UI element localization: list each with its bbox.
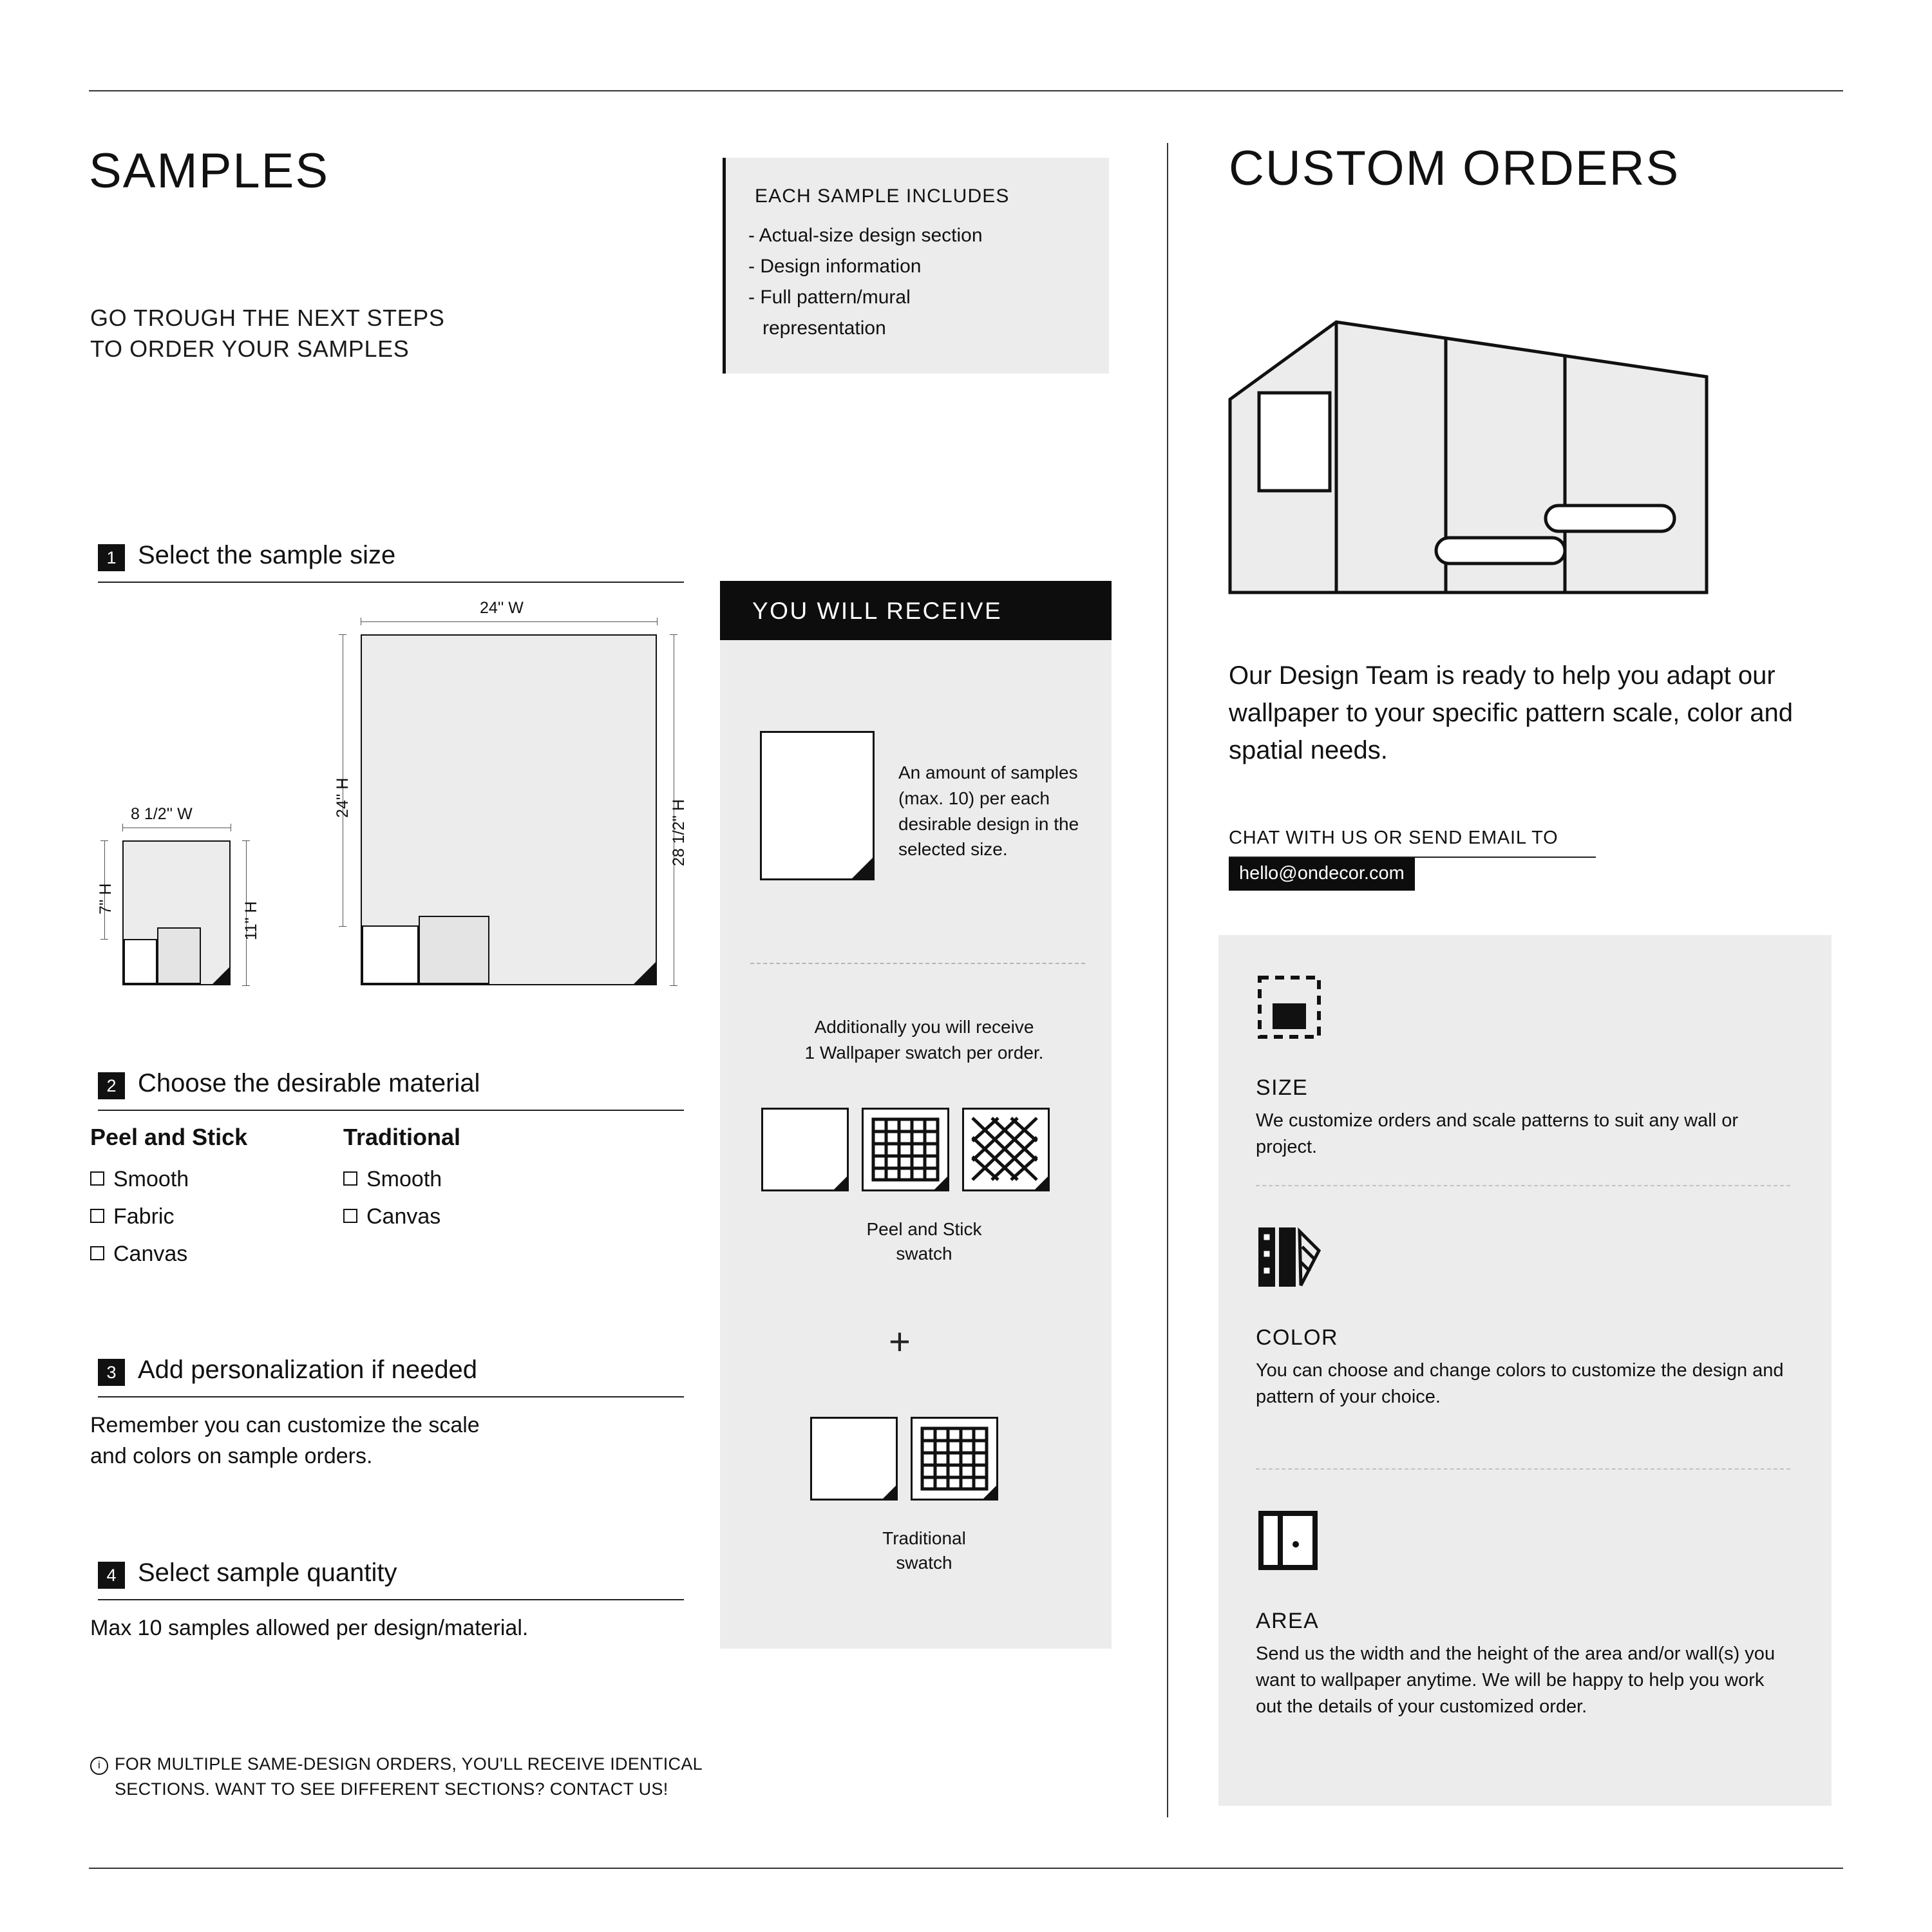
- trad-swatch-caption: [763, 1526, 1085, 1575]
- dim-tick: [100, 840, 108, 841]
- step-4-number: 4: [98, 1562, 125, 1589]
- material-option-peel-fabric[interactable]: [90, 1204, 174, 1229]
- material-option-trad-canvas[interactable]: [343, 1204, 440, 1229]
- samples-subtitle-line2: TO ORDER YOUR SAMPLES: [90, 335, 410, 362]
- custom-orders-lead: Our Design Team is ready to help you adapt our wallpaper to your specific pattern scale, color and spatial needs.: [1229, 661, 1794, 764]
- trad-swatch-caption-line2: swatch: [896, 1552, 952, 1573]
- step-2-underline: [98, 1110, 684, 1111]
- additional-swatch-text: [763, 1014, 1085, 1066]
- step-1-underline: [98, 582, 684, 583]
- color-swatches-icon: [1256, 1224, 1323, 1291]
- material-option-peel-canvas[interactable]: [90, 1242, 187, 1267]
- sample-amount-text: An amount of samples (max. 10) per each desirable design in the selected size.: [898, 762, 1079, 860]
- footnote: [90, 1752, 703, 1802]
- material-group-traditional-heading: Traditional: [343, 1124, 461, 1150]
- step-3-label: Add personalization if needed: [138, 1356, 478, 1384]
- step-3-description: [90, 1410, 696, 1472]
- large-width-label: 24'' W: [480, 599, 524, 617]
- step-4-underline: [98, 1599, 684, 1600]
- checkbox-peel-smooth[interactable]: [90, 1171, 104, 1186]
- large-width-dim-line: [361, 621, 657, 622]
- trad-swatch-plain-corner: [881, 1484, 898, 1501]
- plus-icon: +: [889, 1321, 911, 1363]
- feature-area-title: AREA: [1256, 1609, 1320, 1633]
- includes-accent-bar: [723, 158, 726, 374]
- room-illustration: [1224, 309, 1713, 612]
- dim-tick: [242, 985, 250, 986]
- feature-separator: [1256, 1185, 1790, 1186]
- small-height-left-label: 7'' H: [97, 883, 115, 914]
- peel-swatch-grid-corner: [933, 1175, 949, 1191]
- sample-sheet-corner: [851, 857, 873, 879]
- small-sample-info-gray: [157, 927, 201, 984]
- includes-list: [748, 220, 983, 344]
- dim-tick: [670, 985, 677, 986]
- large-sample-info-white: [362, 925, 419, 984]
- step-2-number: 2: [98, 1072, 125, 1099]
- small-sample-info-white: [124, 939, 157, 984]
- step-3-description-line2: and colors on sample orders.: [90, 1443, 373, 1468]
- feature-color-text: You can choose and change colors to customize the design and pattern of your choice.: [1256, 1360, 1784, 1408]
- feature-size-text: We customize orders and scale patterns to suit any wall or project.: [1256, 1110, 1738, 1158]
- small-sample-corner: [213, 967, 229, 984]
- custom-orders-title: CUSTOM ORDERS: [1229, 141, 1680, 196]
- checkbox-trad-canvas[interactable]: [343, 1209, 357, 1223]
- bottom-divider: [89, 1868, 1843, 1869]
- dim-tick: [339, 926, 346, 927]
- trad-swatch-grid-corner: [981, 1484, 998, 1501]
- large-height-right-label: 28 1/2'' H: [670, 799, 688, 866]
- small-width-label: 8 1/2'' W: [131, 805, 193, 823]
- feature-separator: [1256, 1468, 1790, 1470]
- chat-label: CHAT WITH US OR SEND EMAIL TO: [1229, 828, 1558, 848]
- includes-title: EACH SAMPLE INCLUDES: [755, 185, 1010, 207]
- receive-separator: [750, 963, 1085, 964]
- you-will-receive-header: [720, 581, 1112, 640]
- samples-subtitle: [90, 303, 445, 364]
- material-option-label: Canvas: [366, 1204, 441, 1229]
- material-option-label: Canvas: [113, 1242, 188, 1266]
- material-option-trad-smooth[interactable]: [343, 1167, 442, 1192]
- peel-swatch-caption-line1: Peel and Stick: [866, 1219, 982, 1239]
- additional-swatch-line1: Additionally you will receive: [814, 1017, 1034, 1037]
- dim-tick: [670, 634, 677, 635]
- you-will-receive-title: YOU WILL RECEIVE: [752, 598, 1003, 624]
- dim-tick: [657, 618, 658, 625]
- large-sample-info-gray: [419, 916, 489, 984]
- feature-color-title: COLOR: [1256, 1325, 1338, 1350]
- material-group-peel-and-stick-heading: Peel and Stick: [90, 1124, 248, 1150]
- material-option-label: Fabric: [113, 1204, 175, 1229]
- wall-panels-icon: [1256, 1507, 1323, 1574]
- additional-swatch-line2: 1 Wallpaper swatch per order.: [804, 1042, 1044, 1063]
- feature-area-text: Send us the width and the height of the area and/or wall(s) you want to wallpaper anytime. We will be happy to help you work out the details of your customized order.: [1256, 1643, 1776, 1718]
- peel-swatch-plain-corner: [832, 1175, 849, 1191]
- email-chip[interactable]: hello@ondecor.com: [1229, 858, 1415, 891]
- includes-item: representation: [762, 317, 886, 339]
- step-1-number: 1: [98, 544, 125, 571]
- step-3-underline: [98, 1396, 684, 1397]
- step-4-label: Select sample quantity: [138, 1558, 397, 1587]
- small-height-right-label: 11'' H: [242, 901, 260, 940]
- samples-title: SAMPLES: [89, 144, 330, 198]
- footnote-line2: SECTIONS. WANT TO SEE DIFFERENT SECTIONS? CONTACT US!: [115, 1779, 668, 1799]
- large-height-left-label: 24'' H: [334, 777, 352, 818]
- material-option-label: Smooth: [366, 1167, 442, 1191]
- grid-pattern-icon: [869, 1115, 942, 1184]
- step-4-description: Max 10 samples allowed per design/material.: [90, 1616, 529, 1640]
- includes-item: - Full pattern/mural: [748, 287, 911, 308]
- step-3-number: 3: [98, 1359, 125, 1386]
- samples-subtitle-line1: GO TROUGH THE NEXT STEPS: [90, 305, 445, 331]
- includes-item: - Design information: [748, 256, 922, 277]
- dim-tick: [100, 939, 108, 940]
- trad-swatch-caption-line1: Traditional: [882, 1528, 966, 1548]
- checkbox-peel-canvas[interactable]: [90, 1246, 104, 1260]
- peel-swatch-diagonal-corner: [1033, 1175, 1050, 1191]
- step-3-description-line1: Remember you can customize the scale: [90, 1413, 480, 1437]
- step-1-label: Select the sample size: [138, 541, 396, 569]
- material-option-label: Smooth: [113, 1167, 189, 1191]
- peel-swatch-caption-line2: swatch: [896, 1243, 952, 1264]
- peel-swatch-caption: [763, 1217, 1085, 1266]
- dim-tick: [242, 840, 250, 841]
- grid-pattern-icon: [918, 1425, 990, 1493]
- checkbox-trad-smooth[interactable]: [343, 1171, 357, 1186]
- image-frame-icon: [1256, 974, 1323, 1041]
- dim-tick: [339, 634, 346, 635]
- material-option-peel-smooth[interactable]: [90, 1167, 189, 1192]
- includes-item: - Actual-size design section: [748, 225, 983, 246]
- large-sample-corner: [634, 961, 657, 984]
- top-divider: [89, 90, 1843, 91]
- checkbox-peel-fabric[interactable]: [90, 1209, 104, 1223]
- diagonal-pattern-icon: [970, 1115, 1042, 1184]
- footnote-line1: FOR MULTIPLE SAME-DESIGN ORDERS, YOU'LL RECEIVE IDENTICAL: [115, 1754, 703, 1774]
- dim-tick: [122, 824, 123, 831]
- info-icon: i: [90, 1757, 108, 1775]
- step-2-label: Choose the desirable material: [138, 1069, 480, 1097]
- feature-size-title: SIZE: [1256, 1075, 1309, 1100]
- column-divider: [1167, 143, 1168, 1817]
